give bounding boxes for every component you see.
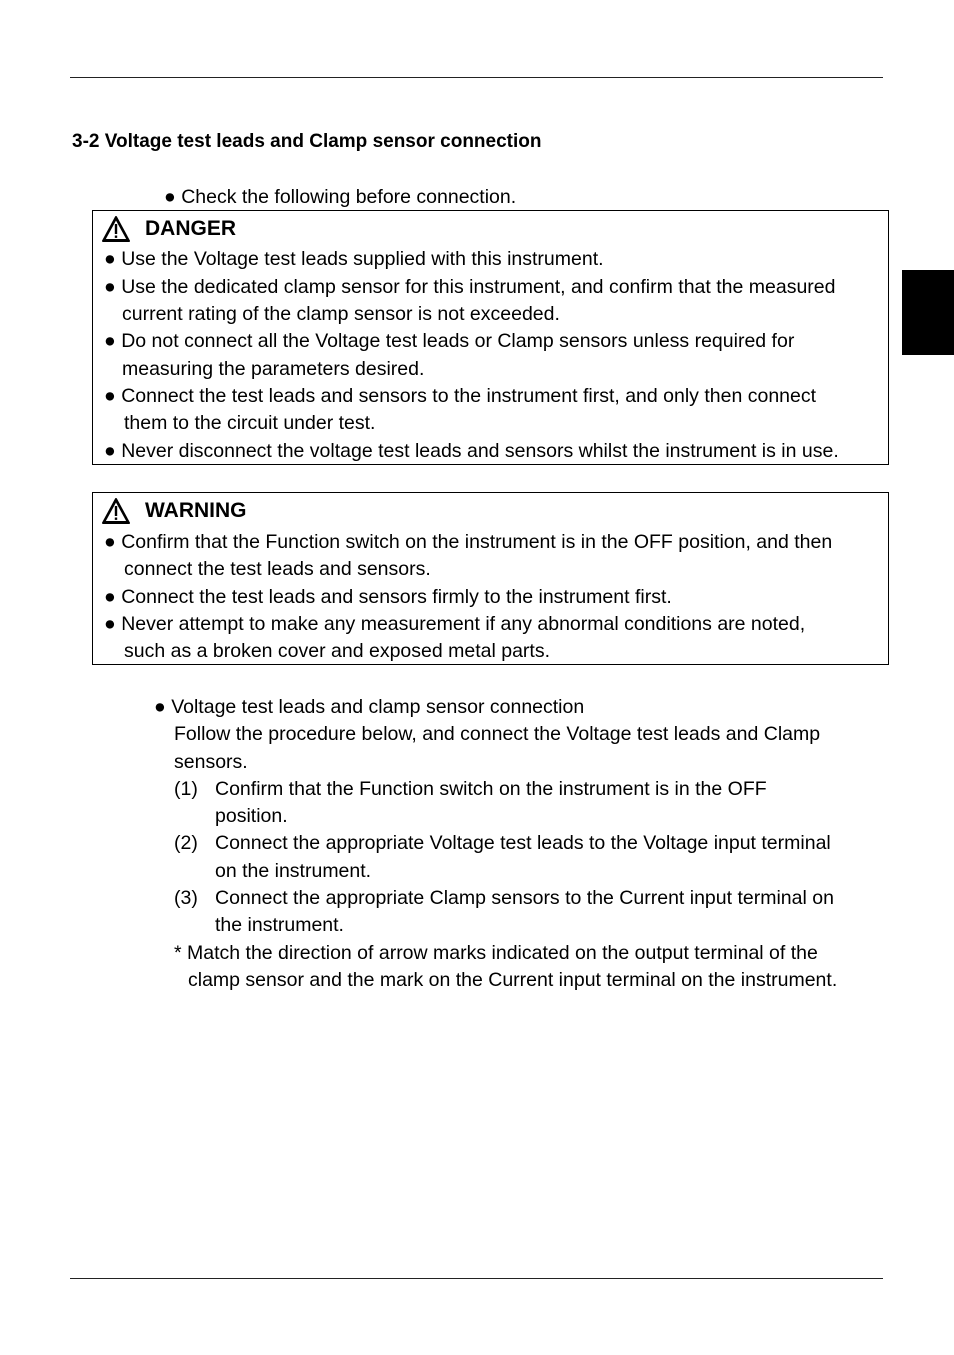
step-text: Connect the appropriate Voltage test leads to the Voltage input terminal [215, 832, 831, 854]
warning-box [92, 492, 889, 665]
danger-title: DANGER [145, 217, 237, 240]
danger-line: ● Use the dedicated clamp sensor for this instrument, and confirm that the measured [104, 276, 836, 298]
step-text: Confirm that the Function switch on the instrument is in the OFF [215, 778, 767, 800]
warning-title: WARNING [145, 499, 247, 522]
danger-line: measuring the parameters desired. [122, 358, 425, 380]
danger-line: ● Use the Voltage test leads supplied with this instrument. [104, 248, 604, 270]
warning-header [101, 497, 247, 525]
warning-triangle-icon [101, 497, 131, 525]
footer-rule [70, 1278, 883, 1279]
step-text: position. [215, 805, 288, 827]
procedure-desc: Follow the procedure below, and connect the Voltage test leads and Clamp [174, 723, 821, 745]
danger-line: current rating of the clamp sensor is not exceeded. [122, 303, 560, 325]
warning-line: such as a broken cover and exposed metal parts. [124, 640, 550, 662]
danger-line: ● Connect the test leads and sensors to the instrument first, and only then connect [104, 385, 817, 407]
intro-text: ● Check the following before connection. [164, 186, 517, 208]
danger-line: ● Never disconnect the voltage test leads and sensors whilst the instrument is in use. [104, 440, 839, 462]
step-text: the instrument. [215, 914, 344, 936]
danger-line: them to the circuit under test. [124, 412, 376, 434]
step-number: (3) [174, 887, 198, 909]
step-number: (1) [174, 778, 198, 800]
warning-line: connect the test leads and sensors. [124, 558, 431, 580]
danger-box [92, 210, 889, 465]
warning-triangle-icon [101, 215, 131, 243]
header-rule [70, 77, 883, 78]
warning-line: ● Connect the test leads and sensors firmly to the instrument first. [104, 586, 672, 608]
chapter-tab [902, 270, 954, 355]
danger-line: ● Do not connect all the Voltage test leads or Clamp sensors unless required for [104, 330, 795, 352]
danger-header [101, 215, 236, 243]
step-text: Connect the appropriate Clamp sensors to the Current input terminal on [215, 887, 834, 909]
section-title: 3-2 Voltage test leads and Clamp sensor connection [72, 131, 542, 152]
procedure-note: clamp sensor and the mark on the Current input terminal on the instrument. [188, 969, 838, 991]
step-number: (2) [174, 832, 198, 854]
procedure-note: * Match the direction of arrow marks indicated on the output terminal of the [174, 942, 818, 964]
procedure-heading: ● Voltage test leads and clamp sensor connection [154, 696, 585, 718]
warning-line: ● Never attempt to make any measurement if any abnormal conditions are noted, [104, 613, 806, 635]
procedure-desc: sensors. [174, 751, 248, 773]
warning-line: ● Confirm that the Function switch on the instrument is in the OFF position, and then [104, 531, 833, 553]
step-text: on the instrument. [215, 860, 372, 882]
